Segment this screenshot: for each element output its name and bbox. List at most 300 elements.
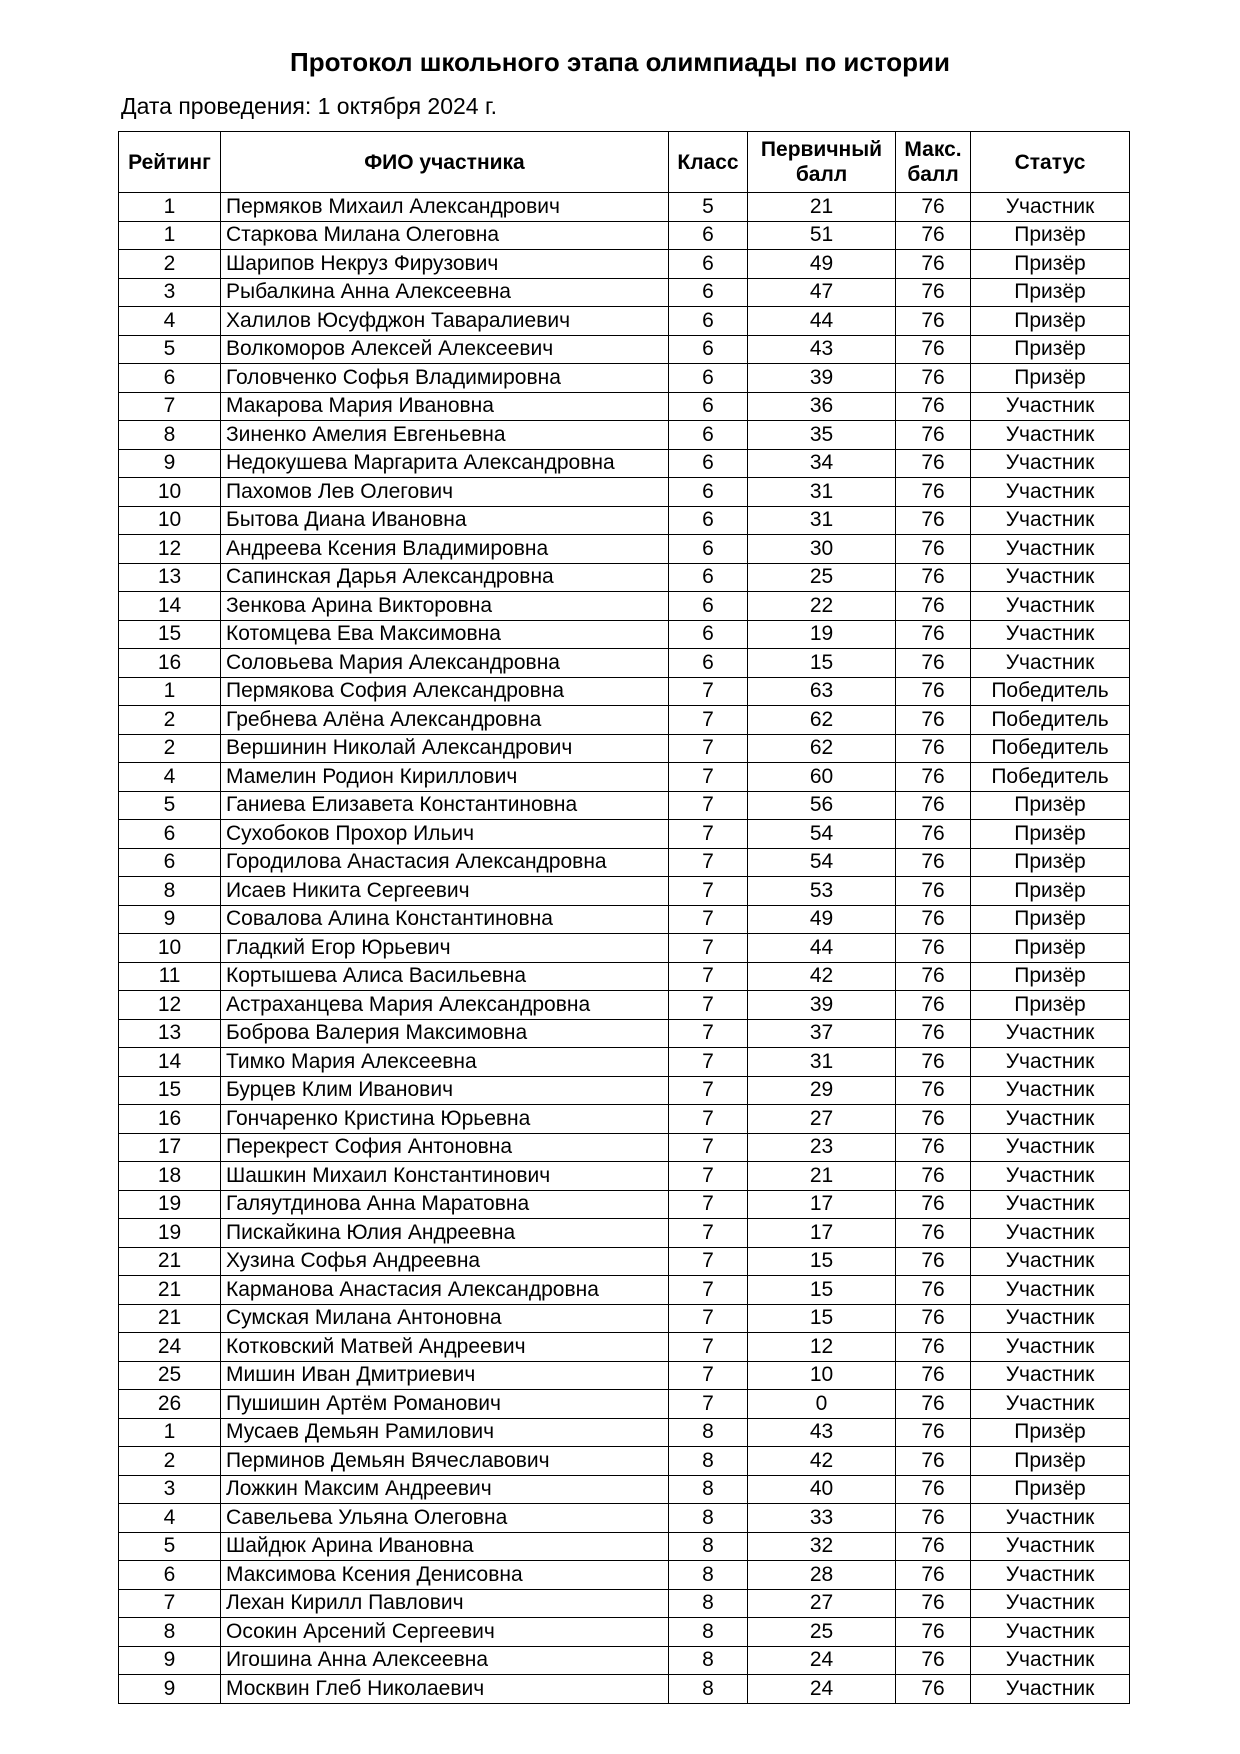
table-row — [119, 991, 1130, 1020]
table-row — [119, 1304, 1130, 1333]
cell-max-score: 76 — [896, 1190, 971, 1219]
cell-max-score: 76 — [896, 763, 971, 792]
cell-rating: 19 — [119, 1219, 221, 1248]
cell-max-score: 76 — [896, 1219, 971, 1248]
cell-grade: 8 — [669, 1589, 748, 1618]
table-row — [119, 620, 1130, 649]
cell-max-score: 76 — [896, 820, 971, 849]
cell-full-name: Сапинская Дарья Александровна — [221, 563, 669, 592]
table-row — [119, 905, 1130, 934]
cell-status: Участник — [971, 449, 1130, 478]
cell-status: Участник — [971, 1589, 1130, 1618]
cell-status: Призёр — [971, 934, 1130, 963]
cell-status: Участник — [971, 421, 1130, 450]
cell-status: Призёр — [971, 364, 1130, 393]
cell-grade: 8 — [669, 1532, 748, 1561]
table-row — [119, 763, 1130, 792]
cell-rating: 6 — [119, 848, 221, 877]
cell-grade: 7 — [669, 1219, 748, 1248]
cell-rating: 25 — [119, 1361, 221, 1390]
cell-full-name: Тимко Мария Алексеевна — [221, 1048, 669, 1077]
cell-status: Участник — [971, 649, 1130, 678]
cell-full-name: Пушишин Артём Романович — [221, 1390, 669, 1419]
cell-primary-score: 39 — [748, 364, 896, 393]
cell-rating: 9 — [119, 449, 221, 478]
cell-rating: 16 — [119, 1105, 221, 1134]
cell-primary-score: 43 — [748, 335, 896, 364]
cell-rating: 21 — [119, 1247, 221, 1276]
table-row — [119, 1390, 1130, 1419]
cell-max-score: 76 — [896, 193, 971, 222]
cell-max-score: 76 — [896, 1276, 971, 1305]
cell-status: Участник — [971, 1504, 1130, 1533]
cell-rating: 1 — [119, 193, 221, 222]
cell-rating: 6 — [119, 1561, 221, 1590]
cell-status: Призёр — [971, 1447, 1130, 1476]
cell-primary-score: 62 — [748, 734, 896, 763]
header-rating: Рейтинг — [119, 132, 221, 193]
cell-status: Участник — [971, 1076, 1130, 1105]
cell-primary-score: 15 — [748, 1276, 896, 1305]
header-grade: Класс — [669, 132, 748, 193]
cell-grade: 7 — [669, 962, 748, 991]
cell-grade: 6 — [669, 535, 748, 564]
cell-rating: 15 — [119, 1076, 221, 1105]
cell-status: Участник — [971, 1048, 1130, 1077]
table-row — [119, 592, 1130, 621]
cell-max-score: 76 — [896, 421, 971, 450]
cell-status: Участник — [971, 392, 1130, 421]
cell-primary-score: 22 — [748, 592, 896, 621]
cell-rating: 14 — [119, 1048, 221, 1077]
cell-primary-score: 53 — [748, 877, 896, 906]
table-row — [119, 1532, 1130, 1561]
cell-status: Призёр — [971, 335, 1130, 364]
cell-max-score: 76 — [896, 791, 971, 820]
table-row — [119, 1561, 1130, 1590]
cell-status: Участник — [971, 1333, 1130, 1362]
cell-rating: 3 — [119, 278, 221, 307]
cell-rating: 5 — [119, 335, 221, 364]
cell-status: Участник — [971, 506, 1130, 535]
cell-grade: 6 — [669, 250, 748, 279]
cell-max-score: 76 — [896, 250, 971, 279]
cell-grade: 7 — [669, 1276, 748, 1305]
cell-max-score: 76 — [896, 734, 971, 763]
cell-status: Участник — [971, 193, 1130, 222]
cell-status: Участник — [971, 1304, 1130, 1333]
table-row — [119, 1276, 1130, 1305]
cell-status: Участник — [971, 478, 1130, 507]
cell-primary-score: 21 — [748, 1162, 896, 1191]
cell-status: Призёр — [971, 1418, 1130, 1447]
cell-max-score: 76 — [896, 1361, 971, 1390]
cell-full-name: Котомцева Ева Максимовна — [221, 620, 669, 649]
cell-max-score: 76 — [896, 1333, 971, 1362]
cell-primary-score: 40 — [748, 1475, 896, 1504]
cell-rating: 8 — [119, 421, 221, 450]
cell-grade: 7 — [669, 991, 748, 1020]
cell-max-score: 76 — [896, 1561, 971, 1590]
cell-grade: 7 — [669, 1304, 748, 1333]
cell-max-score: 76 — [896, 991, 971, 1020]
cell-full-name: Совалова Алина Константиновна — [221, 905, 669, 934]
header-max-score: Макс. балл — [896, 132, 971, 193]
cell-primary-score: 17 — [748, 1190, 896, 1219]
cell-primary-score: 56 — [748, 791, 896, 820]
cell-full-name: Головченко Софья Владимировна — [221, 364, 669, 393]
cell-full-name: Лехан Кирилл Павлович — [221, 1589, 669, 1618]
cell-max-score: 76 — [896, 221, 971, 250]
table-row — [119, 1447, 1130, 1476]
cell-max-score: 76 — [896, 1162, 971, 1191]
results-table-body — [119, 193, 1130, 1704]
cell-full-name: Мамелин Родион Кириллович — [221, 763, 669, 792]
cell-max-score: 76 — [896, 1076, 971, 1105]
table-row — [119, 1589, 1130, 1618]
cell-max-score: 76 — [896, 1589, 971, 1618]
cell-full-name: Игошина Анна Алексеевна — [221, 1646, 669, 1675]
table-row — [119, 506, 1130, 535]
cell-grade: 7 — [669, 934, 748, 963]
cell-primary-score: 27 — [748, 1105, 896, 1134]
cell-grade: 7 — [669, 1076, 748, 1105]
cell-primary-score: 43 — [748, 1418, 896, 1447]
cell-primary-score: 44 — [748, 307, 896, 336]
cell-max-score: 76 — [896, 478, 971, 507]
table-row — [119, 1133, 1130, 1162]
cell-grade: 7 — [669, 1162, 748, 1191]
cell-primary-score: 23 — [748, 1133, 896, 1162]
cell-rating: 4 — [119, 307, 221, 336]
cell-status: Участник — [971, 1561, 1130, 1590]
cell-max-score: 76 — [896, 1048, 971, 1077]
cell-status: Призёр — [971, 250, 1130, 279]
table-row — [119, 1475, 1130, 1504]
cell-max-score: 76 — [896, 649, 971, 678]
cell-full-name: Гончаренко Кристина Юрьевна — [221, 1105, 669, 1134]
cell-rating: 9 — [119, 905, 221, 934]
table-row — [119, 193, 1130, 222]
table-row — [119, 706, 1130, 735]
cell-full-name: Боброва Валерия Максимовна — [221, 1019, 669, 1048]
cell-status: Призёр — [971, 307, 1130, 336]
cell-max-score: 76 — [896, 934, 971, 963]
table-row — [119, 535, 1130, 564]
cell-primary-score: 31 — [748, 506, 896, 535]
cell-status: Участник — [971, 1646, 1130, 1675]
cell-rating: 4 — [119, 1504, 221, 1533]
cell-grade: 6 — [669, 392, 748, 421]
cell-primary-score: 39 — [748, 991, 896, 1020]
cell-full-name: Городилова Анастасия Александровна — [221, 848, 669, 877]
table-row — [119, 934, 1130, 963]
cell-full-name: Исаев Никита Сергеевич — [221, 877, 669, 906]
cell-grade: 6 — [669, 449, 748, 478]
cell-status: Участник — [971, 563, 1130, 592]
cell-status: Участник — [971, 1019, 1130, 1048]
cell-grade: 7 — [669, 706, 748, 735]
table-row — [119, 1618, 1130, 1647]
cell-grade: 7 — [669, 1190, 748, 1219]
cell-full-name: Пискайкина Юлия Андреевна — [221, 1219, 669, 1248]
cell-full-name: Перекрест София Антоновна — [221, 1133, 669, 1162]
cell-grade: 6 — [669, 620, 748, 649]
cell-grade: 7 — [669, 1105, 748, 1134]
table-row — [119, 1504, 1130, 1533]
cell-full-name: Мишин Иван Дмитриевич — [221, 1361, 669, 1390]
cell-max-score: 76 — [896, 1447, 971, 1476]
cell-status: Участник — [971, 1361, 1130, 1390]
document-title: Протокол школьного этапа олимпиады по истории — [290, 47, 950, 77]
cell-grade: 7 — [669, 1390, 748, 1419]
cell-primary-score: 0 — [748, 1390, 896, 1419]
cell-status: Призёр — [971, 877, 1130, 906]
cell-rating: 7 — [119, 392, 221, 421]
cell-max-score: 76 — [896, 620, 971, 649]
cell-status: Победитель — [971, 763, 1130, 792]
cell-max-score: 76 — [896, 592, 971, 621]
table-row — [119, 364, 1130, 393]
cell-status: Участник — [971, 1390, 1130, 1419]
table-row — [119, 307, 1130, 336]
table-row — [119, 335, 1130, 364]
table-row — [119, 962, 1130, 991]
cell-max-score: 76 — [896, 449, 971, 478]
cell-primary-score: 15 — [748, 1247, 896, 1276]
cell-primary-score: 49 — [748, 905, 896, 934]
cell-max-score: 76 — [896, 1532, 971, 1561]
cell-grade: 6 — [669, 506, 748, 535]
table-row — [119, 1105, 1130, 1134]
cell-full-name: Савельева Ульяна Олеговна — [221, 1504, 669, 1533]
cell-status: Победитель — [971, 677, 1130, 706]
results-table — [118, 131, 1130, 1704]
cell-primary-score: 63 — [748, 677, 896, 706]
cell-grade: 6 — [669, 335, 748, 364]
header-row — [119, 132, 1130, 193]
cell-status: Призёр — [971, 278, 1130, 307]
cell-grade: 7 — [669, 677, 748, 706]
cell-grade: 7 — [669, 877, 748, 906]
table-row — [119, 734, 1130, 763]
cell-full-name: Шайдюк Арина Ивановна — [221, 1532, 669, 1561]
cell-primary-score: 12 — [748, 1333, 896, 1362]
cell-primary-score: 60 — [748, 763, 896, 792]
cell-max-score: 76 — [896, 1133, 971, 1162]
cell-grade: 7 — [669, 763, 748, 792]
cell-max-score: 76 — [896, 1019, 971, 1048]
cell-grade: 8 — [669, 1475, 748, 1504]
cell-grade: 8 — [669, 1618, 748, 1647]
cell-status: Призёр — [971, 905, 1130, 934]
cell-status: Участник — [971, 1618, 1130, 1647]
cell-full-name: Соловьева Мария Александровна — [221, 649, 669, 678]
cell-primary-score: 24 — [748, 1675, 896, 1704]
cell-rating: 8 — [119, 1618, 221, 1647]
cell-grade: 8 — [669, 1646, 748, 1675]
cell-primary-score: 19 — [748, 620, 896, 649]
cell-full-name: Бытова Диана Ивановна — [221, 506, 669, 535]
cell-full-name: Рыбалкина Анна Алексеевна — [221, 278, 669, 307]
cell-max-score: 76 — [896, 1646, 971, 1675]
cell-grade: 7 — [669, 848, 748, 877]
cell-status: Призёр — [971, 848, 1130, 877]
cell-status: Участник — [971, 1247, 1130, 1276]
cell-status: Участник — [971, 535, 1130, 564]
cell-status: Призёр — [971, 820, 1130, 849]
cell-full-name: Перминов Демьян Вячеславович — [221, 1447, 669, 1476]
cell-status: Участник — [971, 1133, 1130, 1162]
cell-rating: 6 — [119, 820, 221, 849]
table-row — [119, 1076, 1130, 1105]
cell-status: Призёр — [971, 221, 1130, 250]
cell-max-score: 76 — [896, 1504, 971, 1533]
cell-max-score: 76 — [896, 535, 971, 564]
cell-max-score: 76 — [896, 1675, 971, 1704]
cell-rating: 26 — [119, 1390, 221, 1419]
cell-max-score: 76 — [896, 877, 971, 906]
cell-max-score: 76 — [896, 1247, 971, 1276]
table-row — [119, 392, 1130, 421]
cell-full-name: Халилов Юсуфджон Таваралиевич — [221, 307, 669, 336]
cell-grade: 7 — [669, 1048, 748, 1077]
cell-status: Участник — [971, 1675, 1130, 1704]
table-row — [119, 848, 1130, 877]
cell-primary-score: 35 — [748, 421, 896, 450]
table-row — [119, 791, 1130, 820]
header-primary-score: Первичный балл — [748, 132, 896, 193]
cell-primary-score: 15 — [748, 649, 896, 678]
cell-full-name: Макарова Мария Ивановна — [221, 392, 669, 421]
cell-rating: 12 — [119, 535, 221, 564]
cell-status: Победитель — [971, 706, 1130, 735]
cell-grade: 7 — [669, 791, 748, 820]
cell-rating: 13 — [119, 1019, 221, 1048]
cell-primary-score: 30 — [748, 535, 896, 564]
table-row — [119, 1048, 1130, 1077]
cell-status: Участник — [971, 1105, 1130, 1134]
cell-max-score: 76 — [896, 905, 971, 934]
cell-full-name: Кортышева Алиса Васильевна — [221, 962, 669, 991]
cell-status: Призёр — [971, 791, 1130, 820]
cell-full-name: Максимова Ксения Денисовна — [221, 1561, 669, 1590]
cell-max-score: 76 — [896, 1390, 971, 1419]
cell-rating: 17 — [119, 1133, 221, 1162]
cell-rating: 21 — [119, 1304, 221, 1333]
cell-grade: 7 — [669, 734, 748, 763]
cell-primary-score: 33 — [748, 1504, 896, 1533]
cell-primary-score: 29 — [748, 1076, 896, 1105]
cell-grade: 7 — [669, 1133, 748, 1162]
cell-max-score: 76 — [896, 307, 971, 336]
cell-max-score: 76 — [896, 848, 971, 877]
cell-rating: 6 — [119, 364, 221, 393]
cell-primary-score: 47 — [748, 278, 896, 307]
cell-status: Участник — [971, 1276, 1130, 1305]
cell-rating: 21 — [119, 1276, 221, 1305]
cell-full-name: Ложкин Максим Андреевич — [221, 1475, 669, 1504]
table-row — [119, 421, 1130, 450]
cell-max-score: 76 — [896, 706, 971, 735]
header-status: Статус — [971, 132, 1130, 193]
cell-primary-score: 37 — [748, 1019, 896, 1048]
cell-grade: 7 — [669, 1247, 748, 1276]
cell-rating: 10 — [119, 506, 221, 535]
cell-primary-score: 31 — [748, 1048, 896, 1077]
cell-status: Участник — [971, 592, 1130, 621]
cell-status: Призёр — [971, 991, 1130, 1020]
cell-full-name: Бурцев Клим Иванович — [221, 1076, 669, 1105]
cell-rating: 2 — [119, 250, 221, 279]
cell-max-score: 76 — [896, 506, 971, 535]
cell-max-score: 76 — [896, 278, 971, 307]
cell-rating: 12 — [119, 991, 221, 1020]
cell-full-name: Галяутдинова Анна Маратовна — [221, 1190, 669, 1219]
cell-primary-score: 24 — [748, 1646, 896, 1675]
cell-grade: 7 — [669, 905, 748, 934]
cell-grade: 6 — [669, 364, 748, 393]
table-row — [119, 1361, 1130, 1390]
cell-full-name: Сухобоков Прохор Ильич — [221, 820, 669, 849]
cell-grade: 5 — [669, 193, 748, 222]
table-row — [119, 1646, 1130, 1675]
event-date: Дата проведения: 1 октября 2024 г. — [121, 93, 497, 119]
cell-primary-score: 54 — [748, 820, 896, 849]
cell-primary-score: 25 — [748, 1618, 896, 1647]
cell-primary-score: 28 — [748, 1561, 896, 1590]
cell-rating: 5 — [119, 791, 221, 820]
cell-full-name: Недокушева Маргарита Александровна — [221, 449, 669, 478]
cell-rating: 5 — [119, 1532, 221, 1561]
cell-primary-score: 10 — [748, 1361, 896, 1390]
results-table-header — [119, 132, 1130, 193]
cell-full-name: Гладкий Егор Юрьевич — [221, 934, 669, 963]
cell-grade: 6 — [669, 278, 748, 307]
cell-primary-score: 44 — [748, 934, 896, 963]
cell-rating: 11 — [119, 962, 221, 991]
cell-grade: 6 — [669, 592, 748, 621]
cell-rating: 10 — [119, 478, 221, 507]
cell-grade: 6 — [669, 221, 748, 250]
cell-full-name: Андреева Ксения Владимировна — [221, 535, 669, 564]
cell-max-score: 76 — [896, 392, 971, 421]
cell-full-name: Москвин Глеб Николаевич — [221, 1675, 669, 1704]
table-row — [119, 563, 1130, 592]
cell-status: Участник — [971, 1162, 1130, 1191]
table-row — [119, 1675, 1130, 1704]
cell-status: Призёр — [971, 1475, 1130, 1504]
cell-primary-score: 25 — [748, 563, 896, 592]
cell-rating: 7 — [119, 1589, 221, 1618]
cell-grade: 6 — [669, 478, 748, 507]
cell-grade: 6 — [669, 563, 748, 592]
cell-grade: 7 — [669, 820, 748, 849]
cell-status: Участник — [971, 1190, 1130, 1219]
cell-rating: 1 — [119, 221, 221, 250]
cell-full-name: Сумская Милана Антоновна — [221, 1304, 669, 1333]
table-row — [119, 820, 1130, 849]
cell-full-name: Пахомов Лев Олегович — [221, 478, 669, 507]
cell-full-name: Ганиева Елизавета Константиновна — [221, 791, 669, 820]
cell-full-name: Астраханцева Мария Александровна — [221, 991, 669, 1020]
cell-grade: 6 — [669, 307, 748, 336]
cell-max-score: 76 — [896, 563, 971, 592]
cell-full-name: Пермякова София Александровна — [221, 677, 669, 706]
table-row — [119, 278, 1130, 307]
cell-grade: 8 — [669, 1675, 748, 1704]
table-row — [119, 1333, 1130, 1362]
